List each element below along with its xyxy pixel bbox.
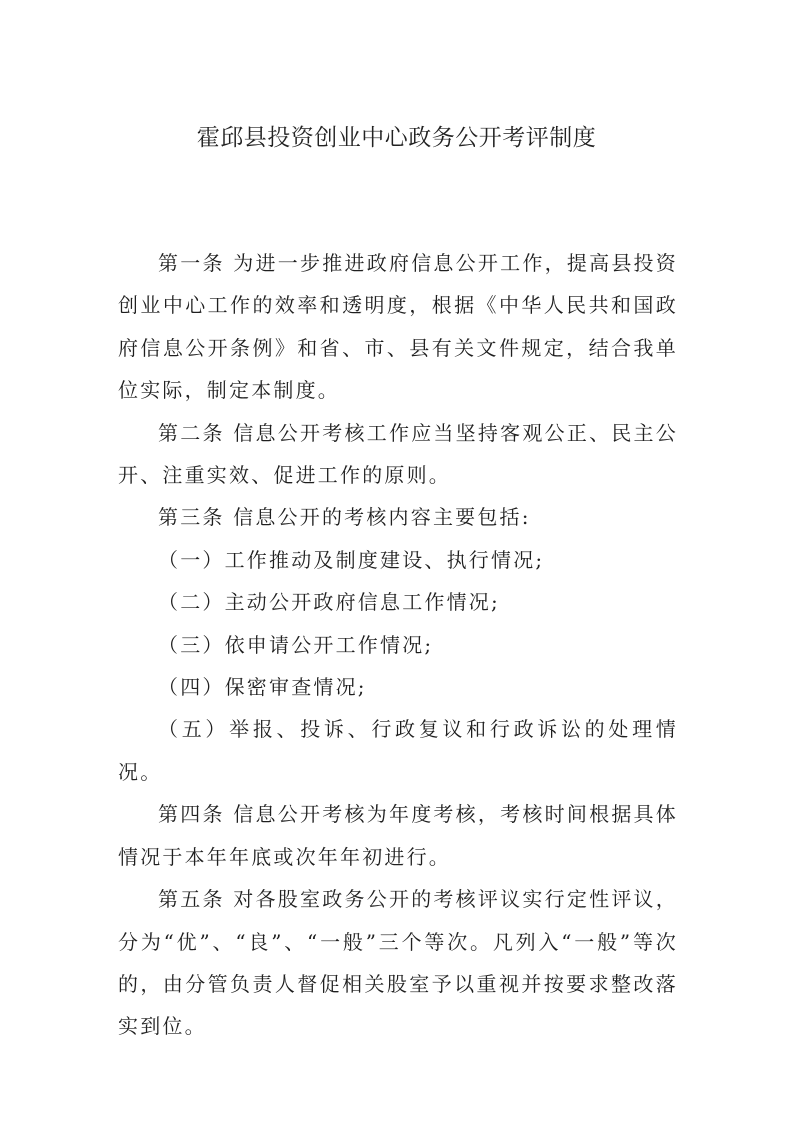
- article-4-paragraph: 第四条 信息公开考核为年度考核，考核时间根据具体情况于本年年底或次年年初进行。: [118, 802, 678, 869]
- article-2-paragraph: 第二条 信息公开考核工作应当坚持客观公正、民主公开、注重实效、促进工作的原则。: [118, 420, 678, 488]
- list-item-4: （四）保密审查情况;: [158, 675, 367, 700]
- article-1-paragraph: 第一条 为进一步推进政府信息公开工作，提高县投资创业中心工作的效率和透明度，根据《中华人民共和国政府信息公开条例》和省、市、县有关文件规定，结合我单位实际，制定本制度。: [118, 251, 678, 403]
- article-3-paragraph: 第三条 信息公开的考核内容主要包括:: [158, 505, 531, 530]
- list-item-1: （一）工作推动及制度建设、执行情况;: [158, 547, 545, 572]
- document-title: 霍邱县投资创业中心政务公开考评制度: [196, 125, 597, 151]
- list-item-3: （三）依申请公开工作情况;: [158, 632, 434, 657]
- document-body: [118, 242, 678, 1048]
- list-item-5: （五）举报、投诉、行政复议和行政诉讼的处理情况。: [118, 717, 678, 784]
- list-item-2: （二）主动公开政府信息工作情况;: [158, 590, 500, 615]
- article-5-paragraph: 第五条 对各股室政务公开的考核评议实行定性评议，分为“优”、“良”、“一般”三个等次。凡列入“一般”等次的，由分管负责人督促相关股室予以重视并按要求整改落实到位。: [118, 887, 678, 1039]
